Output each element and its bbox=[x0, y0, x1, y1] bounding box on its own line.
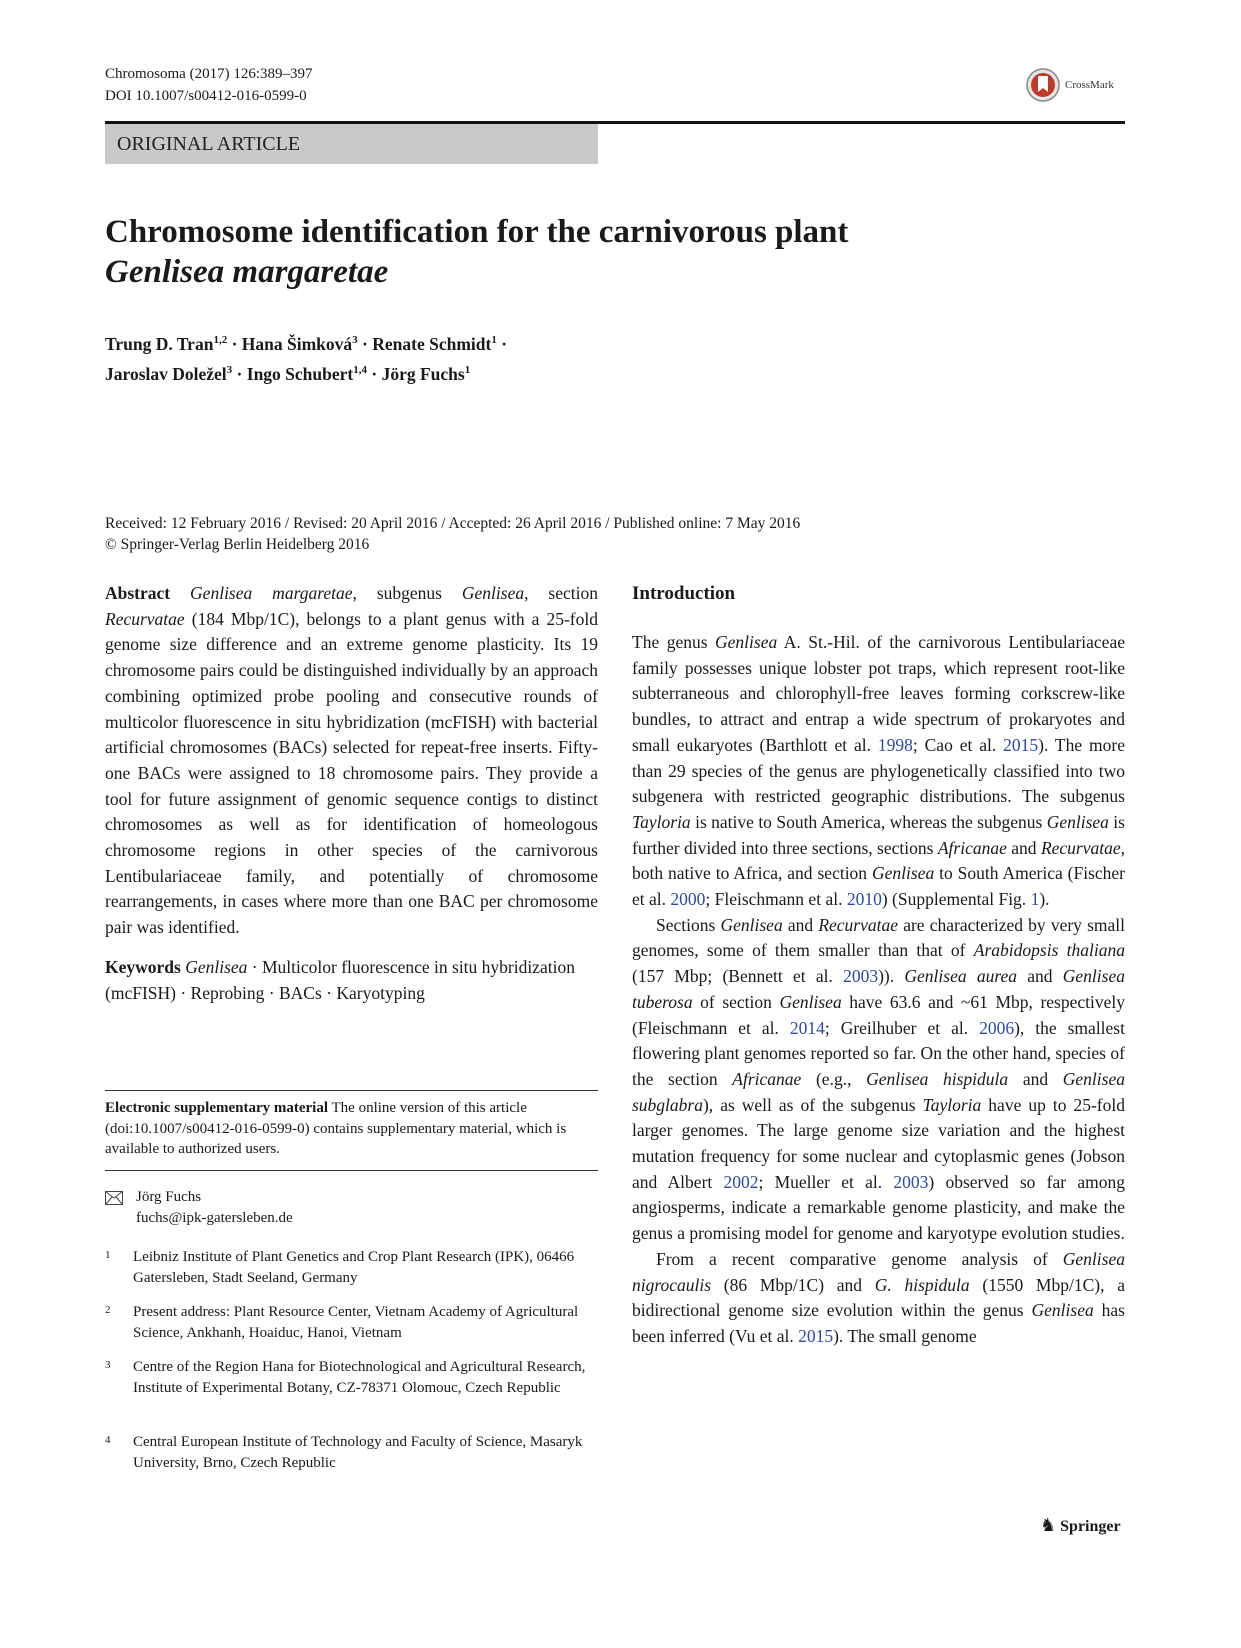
reference-link[interactable]: 2010 bbox=[846, 889, 882, 910]
reference-link[interactable]: 2003 bbox=[843, 966, 879, 987]
abstract-text: (184 Mbp/1C), belongs to a plant genus with a 25-fold genome size difference and an extreme genome plasticity. Its 19 chromosome pairs could be distinguished individually by an approach combining optimized probe pooling and consecutive rounds of multicolor fluorescence in situ hybridization (mcFISH) with bacterial artificial chromosomes (BACs) selected for repeat-free inserts. Fifty-one BACs were assigned to 18 chromosome pairs. They provide a tool for future assignment of genomic sequence contigs to distinct chromosomes as well as for identification of homeologous chromosome regions in other species of the carnivorous Lentibulariaceae family, and potentially of chromosome rearrangements, in cases where more than one BAC per chromosome pair was identified. bbox=[105, 608, 598, 938]
springer-horse-icon: ♞ bbox=[1040, 1515, 1057, 1535]
abstract bbox=[105, 581, 598, 941]
affiliation-number: 3 bbox=[105, 1359, 111, 1371]
abstract-text: , subgenus bbox=[352, 583, 462, 603]
supplementary-text: The online version of this article (doi:10.1007/s00412-016-0599-0) contains supplementary material, which is available to authorized users. bbox=[105, 1100, 567, 1157]
crossmark-icon bbox=[1025, 67, 1061, 103]
reference-link[interactable]: 2000 bbox=[670, 889, 706, 910]
footnote-rule bbox=[105, 1170, 598, 1171]
affiliation-text: Centre of the Region Hana for Biotechnological and Agricultural Research, Institute of Experimental Botany, CZ-78371 Olomouc, Czech Republic bbox=[133, 1359, 586, 1396]
reference-link[interactable]: 2006 bbox=[979, 1017, 1015, 1038]
affiliation-number: 4 bbox=[105, 1434, 111, 1446]
author-list: Trung D. Tran$^{1,2}$ · Hana Šimková$^3$ · Renate Schmidt$^1$ · Jaroslav Doležel$^3$ · Ingo Schubert$^{1,4}$ · Jörg Fuchs$^1$ bbox=[105, 333, 508, 384]
author-affiliation-marker: 1,4 bbox=[353, 363, 367, 376]
affiliation bbox=[105, 1247, 598, 1288]
author-affiliation-marker: 1,2 bbox=[213, 334, 228, 346]
history-dates: Received: 12 February 2016 / Revised: 20 April 2016 / Accepted: 26 April 2016 / Published online: 7 May 2016 bbox=[105, 515, 801, 532]
abstract-text: Recurvatae bbox=[105, 608, 185, 629]
publisher-name: Springer bbox=[1060, 1518, 1121, 1535]
copyright-line: © Springer-Verlag Berlin Heidelberg 2016 bbox=[105, 536, 370, 553]
doi-line: DOI 10.1007/s00412-016-0599-0 bbox=[105, 88, 307, 104]
affiliation bbox=[105, 1357, 598, 1398]
article-title bbox=[105, 212, 1105, 292]
abstract-text: , section bbox=[524, 583, 598, 603]
reference-link[interactable]: 2003 bbox=[893, 1171, 929, 1192]
reference-link[interactable]: 2015 bbox=[798, 1325, 834, 1346]
intro-paragraph: The genus Genlisea A. St.-Hil. of the carnivorous Lentibulariaceae family possesses unique lobster pot traps, which represent root-like subterraneous and chlorophyll-free leaves forming corkscrew-like bundles, to attract and entrap a wide spectrum of prokaryotes and small eukaryotes (Barthlott et al. 1998; Cao et al. 2015). The more than 29 species of the genus are phylogenetically classified into two subgenera with restricted geographic distributions. The subgenus Tayloria is native to South America, whereas the subgenus Genlisea is further divided into three sections, sections Africanae and Recurvatae, both native to Africa, and section Genlisea to South America (Fischer et al. 2000; Fleischmann et al. 2010) (Supplemental Fig. 1). bbox=[632, 632, 1126, 910]
supplementary-label: Electronic supplementary material bbox=[105, 1100, 329, 1116]
affiliation bbox=[105, 1302, 598, 1343]
keyword: Genlisea bbox=[185, 956, 248, 977]
title-line-1: Chromosome identification for the carnivorous plant bbox=[105, 214, 849, 250]
section-heading: Introduction bbox=[632, 583, 736, 604]
publication-dates bbox=[105, 513, 1125, 555]
author-name[interactable]: Hana Šimková bbox=[241, 333, 353, 354]
supplementary-note bbox=[105, 1098, 598, 1160]
corresponding-email[interactable]: fuchs@ipk-gatersleben.de bbox=[136, 1210, 293, 1226]
reference-link[interactable]: 2015 bbox=[1003, 734, 1039, 755]
figure-link[interactable]: 1 bbox=[1030, 889, 1040, 910]
keyword-list: · Multicolor fluorescence in situ hybridization (mcFISH) · Reprobing · BACs · Karyotyping bbox=[105, 956, 575, 1003]
footnote-rule bbox=[105, 1090, 598, 1091]
intro-paragraph: Sections Genlisea and Recurvatae are characterized by very small genomes, some of them smaller than that of Arabidopsis thaliana (157 Mbp; (Bennett et al. 2003)). Genlisea aurea and Genlisea tuberosa of section Genlisea have 63.6 and ~61 Mbp, respectively (Fleischmann et al. 2014; Greilhuber et al. 2006), the smallest flowering plant genomes reported so far. On the other hand, species of the section Africanae (e.g., Genlisea hispidula and Genlisea subglabra), as well as of the subgenus Tayloria have up to 25-fold larger genomes. The large genome size variation and the highest mutation frequency for some nuclear and cytoplasmic genes (Jobson and Albert 2002; Mueller et al. 2003) observed so far among angiosperms, indicate a remarkable genome plasticity, and make the genus a promising model for genome and karyotype evolution studies. bbox=[632, 914, 1126, 1244]
abstract-text: Genlisea bbox=[461, 583, 525, 603]
corresponding-author bbox=[105, 1187, 598, 1229]
publisher-logo bbox=[1040, 1515, 1121, 1536]
affiliation-number: 1 bbox=[105, 1249, 111, 1261]
author-name[interactable]: Renate Schmidt bbox=[372, 333, 492, 354]
abstract-label: Abstract bbox=[105, 583, 171, 603]
author-name[interactable]: Ingo Schubert bbox=[246, 363, 354, 384]
author-affiliation-marker: 1 bbox=[464, 363, 471, 376]
corresponding-name: Jörg Fuchs bbox=[136, 1189, 202, 1205]
article-type-banner: ORIGINAL ARTICLE bbox=[105, 124, 598, 164]
journal-citation: Chromosoma (2017) 126:389–397 bbox=[105, 66, 313, 82]
author-name[interactable]: Jaroslav Doležel bbox=[105, 363, 227, 384]
author-name[interactable]: Jörg Fuchs bbox=[381, 363, 465, 384]
intro-paragraph: From a recent comparative genome analysis of Genlisea nigrocaulis (86 Mbp/1C) and G. hispidula (1550 Mbp/1C), a bidirectional genome size evolution within the genus Genlisea has been inferred (Vu et al. 2015). The small genome bbox=[632, 1248, 1125, 1346]
author-affiliation-marker: 3 bbox=[226, 363, 233, 376]
crossmark-badge[interactable] bbox=[1025, 67, 1125, 103]
affiliation-text: Leibniz Institute of Plant Genetics and Crop Plant Research (IPK), 06466 Gatersleben, Stadt Seeland, Germany bbox=[133, 1249, 575, 1286]
keywords bbox=[105, 955, 598, 1006]
affiliation-number: 2 bbox=[105, 1304, 111, 1316]
title-line-2: Genlisea margaretae bbox=[105, 254, 389, 290]
reference-link[interactable]: 2002 bbox=[723, 1171, 759, 1192]
author-affiliation-marker: 3 bbox=[352, 334, 358, 346]
author-affiliation-marker: 1 bbox=[491, 334, 497, 346]
crossmark-label: CrossMark bbox=[1065, 79, 1114, 91]
abstract-text: Genlisea margaretae bbox=[190, 583, 353, 603]
keywords-label: Keywords bbox=[105, 956, 181, 977]
reference-link[interactable]: 1998 bbox=[877, 734, 913, 755]
left-column bbox=[105, 581, 598, 1006]
author-name[interactable]: Trung D. Tran bbox=[105, 333, 214, 354]
affiliation-text: Present address: Plant Resource Center, Vietnam Academy of Agricultural Science, Ankhanh, Hoaiduc, Hanoi, Vietnam bbox=[133, 1304, 579, 1341]
envelope-icon bbox=[105, 1191, 123, 1205]
affiliation bbox=[105, 1432, 598, 1473]
reference-link[interactable]: 2014 bbox=[789, 1017, 825, 1038]
right-column bbox=[632, 581, 1125, 1350]
affiliation-text: Central European Institute of Technology and Faculty of Science, Masaryk University, Brno, Czech Republic bbox=[133, 1434, 583, 1471]
